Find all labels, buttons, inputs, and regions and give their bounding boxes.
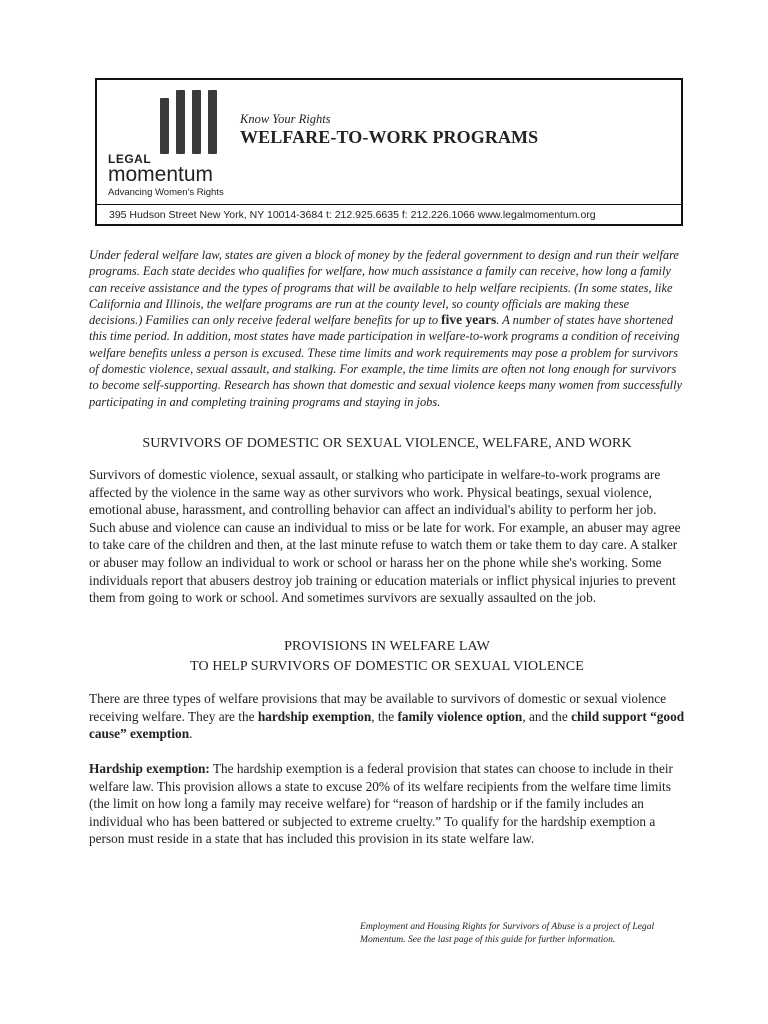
section-heading-line-2: TO HELP SURVIVORS OF DOMESTIC OR SEXUAL VIOLENCE [190, 659, 584, 674]
logo-bar-1 [160, 98, 169, 154]
footer-note: Employment and Housing Rights for Survivors of Abuse is a project of Legal Momentum. See the last page of this guide for further information. [360, 921, 655, 945]
logo-legal-text: LEGAL [108, 152, 152, 166]
section-heading-survivors: SURVIVORS OF DOMESTIC OR SEXUAL VIOLENCE, WELFARE, AND WORK [142, 436, 632, 451]
legal-momentum-logo [108, 88, 228, 198]
document-title: WELFARE-TO-WORK PROGRAMS [240, 127, 539, 147]
intro-emphasis: five years [441, 312, 497, 328]
logo-momentum-text: momentum [108, 163, 214, 186]
hardship-body: The hardship exemption is a federal provision that states can choose to include in their welfare law. This provision allows a state to excuse 20% of its welfare recipients from the welfare time limits (the limit on how long a family may receive welfare) for “reason of hardship or if the family includes an individual who has been battered or subjected to extreme cruelty.” To qualify for the hardship exemption a person must reside in a state that has included this provision in its state welfare law. [89, 761, 673, 847]
term-family-violence-option: family violence option [397, 708, 523, 724]
letterhead-top [97, 80, 681, 204]
intro-paragraph [89, 247, 685, 410]
logo-bar-3 [192, 90, 201, 154]
header-divider [97, 204, 681, 205]
period: . [189, 726, 193, 742]
contact-address: 395 Hudson Street New York, NY 10014-3684 t: 212.925.6635 f: 212.226.1066 www.legalmomentum.org [109, 209, 596, 221]
hardship-label: Hardship exemption: [89, 761, 210, 776]
logo-bar-2 [176, 90, 185, 154]
separator-2: , and the [522, 708, 572, 724]
term-child-support-good-cause: child support “good cause” exemption [89, 708, 685, 742]
intro-text-2: . A number of states have shortened this time period. In addition, most states have made participation in welfare-to-work programs a condition of receiving welfare benefits unless a person is excused. These time limits and work requirements may pose a problem for survivors of domestic violence, sexual assault, and stalking. For example, the time limits are often not long enough for survivors to become self-supporting. Research has shown that domestic and sexual violence keeps many women from successfully participating in and completing training programs and staying in jobs. [89, 313, 683, 409]
intro-text-1: Under federal welfare law, states are given a block of money by the federal government to design and run their welfare programs. Each state decides who qualifies for welfare, how much assistance a family can receive, how long a family can receive assistance and the types of programs that will be available to help welfare recipients. (In some states, like California and Illinois, the welfare programs are run at the county level, so county officials are making these decisions.) Families can only receive federal welfare benefits for up to [89, 248, 679, 328]
provisions-intro-text: There are three types of welfare provisions that may be available to survivors of domestic or sexual violence receiving welfare. They are the [89, 691, 667, 724]
letterhead [95, 78, 683, 226]
survivors-paragraph: Survivors of domestic violence, sexual assault, or stalking who participate in welfare-to-work programs are affected by the violence in the same way as other survivors who work. Physical beatings, sexual violence, emotional abuse, harassment, and controlling behavior can affect an individual's ability to perform her job. Such abuse and violence can cause an individual to miss or be late for work. For example, an abuser may agree to take care of the children and then, at the last minute refuse to watch them or take them to day care. A stalker or abuser may follow an individual to work or school or harass her on the phone while she's working. Some individuals report that abusers destroy job training or education materials or inflict physical injuries to prevent them from going to work or school. And sometimes survivors are sexually assaulted on the job. [89, 467, 681, 606]
logo-bar-4 [208, 90, 217, 154]
provisions-intro-paragraph [89, 690, 685, 743]
term-hardship-exemption: hardship exemption [257, 708, 372, 724]
section-heading-provisions [89, 637, 685, 677]
logo-tagline: Advancing Women's Rights [108, 187, 224, 198]
hardship-paragraph [89, 760, 685, 848]
separator-1: , the [371, 708, 398, 724]
kicker: Know Your Rights [240, 112, 331, 126]
section-heading-line-1: PROVISIONS IN WELFARE LAW [284, 639, 490, 654]
